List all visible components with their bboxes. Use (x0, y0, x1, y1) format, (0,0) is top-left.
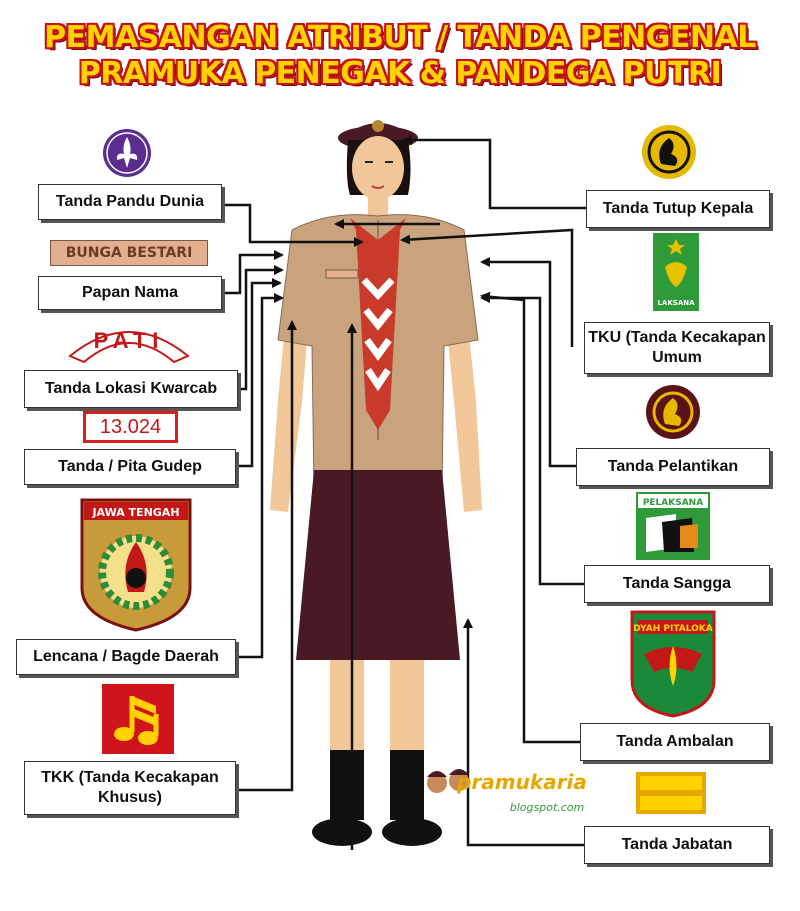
line-ambalan (482, 296, 580, 742)
pati-location-badge (64, 314, 194, 364)
label-tutup-kepala: Tanda Tutup Kepala (586, 190, 770, 228)
position-badge-icon (636, 772, 706, 814)
line-lencana-daerah (236, 298, 282, 657)
label-lokasi-kwarcab: Tanda Lokasi Kwarcab (24, 370, 238, 408)
line-pelantikan (482, 262, 576, 466)
inauguration-badge-icon (645, 384, 701, 440)
svg-text:LAKSANA: LAKSANA (657, 299, 695, 307)
line-tku (402, 230, 572, 347)
label-jabatan: Tanda Jabatan (584, 826, 770, 864)
svg-text:PATI: PATI (93, 328, 165, 353)
line-pita-gudep (236, 283, 280, 466)
line-tutup-kepala (404, 140, 586, 208)
label-tku: TKU (Tanda Kecakapan Umum (584, 322, 770, 374)
tku-laksana-badge-icon (653, 233, 699, 311)
ambalan-badge-icon (630, 610, 716, 718)
name-board-badge: BUNGA BESTARI (50, 240, 208, 266)
pramukaria-logo (417, 755, 587, 835)
world-scout-emblem-icon (102, 128, 152, 178)
label-ambalan: Tanda Ambalan (580, 723, 770, 761)
label-tkk: TKK (Tanda Kecakapan Khusus) (24, 761, 236, 815)
label-sangga: Tanda Sangga (584, 565, 770, 603)
label-pelantikan: Tanda Pelantikan (576, 448, 770, 486)
svg-text:blogspot.com: blogspot.com (509, 801, 585, 814)
troop-sangga-badge-icon (636, 492, 710, 560)
head-cover-badge-icon (641, 124, 697, 180)
line-sangga (482, 298, 584, 584)
line-tkk (236, 322, 292, 790)
label-pandu-dunia: Tanda Pandu Dunia (38, 184, 222, 220)
gudep-number-badge: 13.024 (83, 411, 178, 443)
svg-text:JAWA TENGAH: JAWA TENGAH (92, 506, 180, 519)
label-pita-gudep: Tanda / Pita Gudep (24, 449, 236, 485)
svg-text:PELAKSANA: PELAKSANA (642, 498, 704, 508)
label-lencana-daerah: Lencana / Bagde Daerah (16, 639, 236, 675)
title-line-2: PRAMUKA PENEGAK & PANDEGA PUTRI (78, 56, 722, 91)
label-papan-nama: Papan Nama (38, 276, 222, 310)
title-line-1: PEMASANGAN ATRIBUT / TANDA PENGENAL (44, 20, 756, 55)
svg-text:DYAH PITALOKA: DYAH PITALOKA (633, 624, 713, 634)
central-java-emblem-icon (80, 498, 192, 632)
tkk-music-badge-icon (102, 684, 174, 754)
line-lokasi-kwarcab (238, 270, 282, 389)
svg-text:pramukaria: pramukaria (457, 770, 587, 794)
